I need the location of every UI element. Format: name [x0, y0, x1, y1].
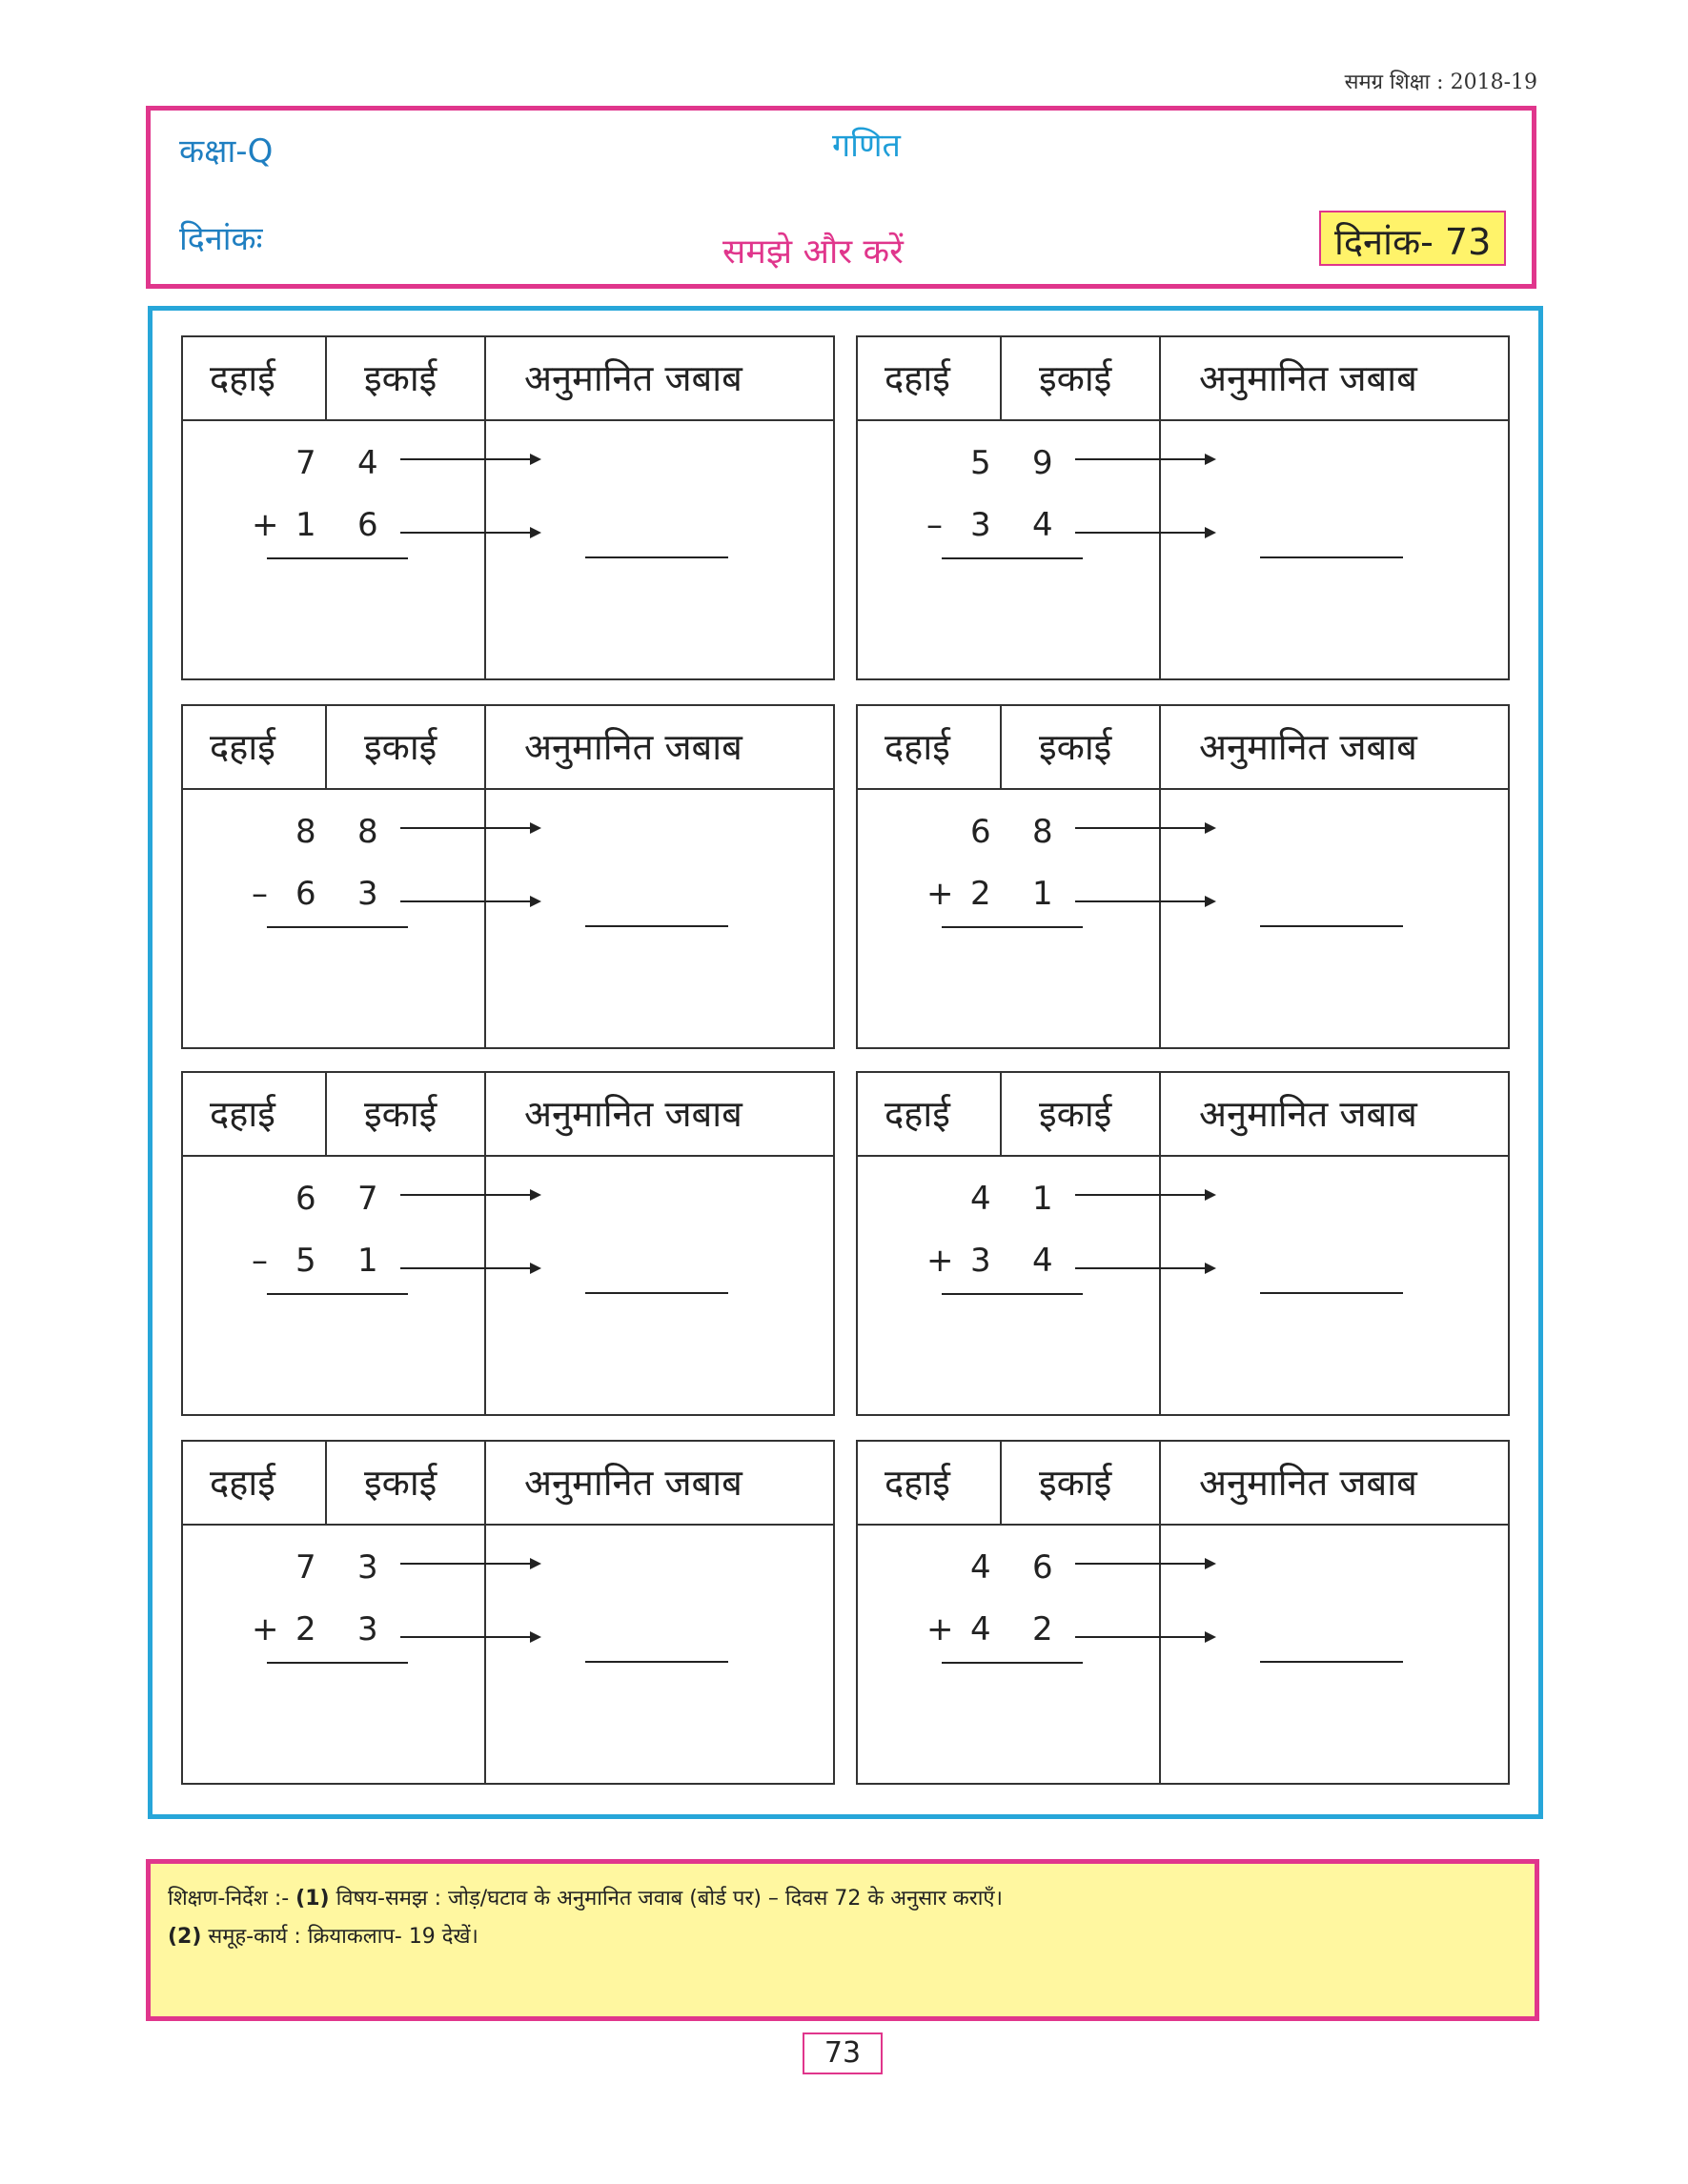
top-tens-digit: 4 — [970, 1548, 991, 1587]
operator-sign: – — [252, 1242, 268, 1280]
top-tens-digit: 6 — [970, 813, 991, 851]
column-divider — [1000, 337, 1002, 419]
bottom-units-digit: 2 — [1032, 1610, 1053, 1648]
teaching-instructions — [146, 1859, 1539, 2021]
top-units-digit: 4 — [357, 444, 378, 482]
page-number: 73 — [803, 2032, 883, 2074]
instruction-line-1 — [168, 1883, 1517, 1915]
problem-card — [856, 704, 1510, 1049]
arrow-top — [1075, 1194, 1214, 1196]
column-divider — [484, 1073, 486, 1414]
sum-underline — [267, 557, 408, 559]
top-tens-digit: 6 — [295, 1180, 316, 1218]
operator-sign: + — [252, 1610, 279, 1648]
top-tens-digit: 7 — [295, 1548, 316, 1587]
arrow-bottom — [400, 900, 539, 902]
header-estimate: अनुमानित जबाब — [1199, 1093, 1417, 1135]
sum-underline — [942, 1662, 1083, 1664]
header-estimate: अनुमानित जबाब — [1199, 726, 1417, 768]
header-units: इकाई — [1039, 1093, 1112, 1135]
header-tens: दहाई — [885, 1462, 950, 1504]
top-units-digit: 9 — [1032, 444, 1053, 482]
column-divider — [1000, 706, 1002, 788]
answer-blank — [1260, 925, 1403, 927]
subject-title: गणित — [832, 127, 901, 165]
header-estimate: अनुमानित जबाब — [524, 1093, 742, 1135]
column-divider — [1159, 706, 1161, 1047]
header-tens: दहाई — [210, 357, 275, 399]
header-units: इकाई — [364, 1093, 437, 1135]
sum-underline — [942, 557, 1083, 559]
header-tens: दहाई — [885, 357, 950, 399]
arrow-bottom — [1075, 1636, 1214, 1638]
column-divider — [325, 1073, 327, 1155]
column-divider — [1000, 1073, 1002, 1155]
answer-blank — [585, 556, 728, 558]
date-label: दिनांकः — [179, 220, 263, 258]
header-box — [146, 106, 1536, 289]
answer-blank — [585, 1292, 728, 1294]
instruction-text-1: विषय-समझ : जोड़/घटाव के अनुमानित जवाब (बोर्ड पर) – दिवस 72 के अनुसार कराएँ। — [336, 1887, 1003, 1911]
arrow-bottom — [1075, 1267, 1214, 1269]
instruction-prefix: शिक्षण-निर्देश :- — [168, 1887, 290, 1911]
arrow-bottom — [400, 1267, 539, 1269]
column-divider — [325, 706, 327, 788]
day-badge: दिनांक- 73 — [1319, 211, 1506, 266]
header-tens: दहाई — [885, 1093, 950, 1135]
problem-card — [181, 1071, 835, 1416]
column-divider — [325, 1442, 327, 1524]
bottom-units-digit: 1 — [357, 1242, 378, 1280]
bottom-tens-digit: 3 — [970, 1242, 991, 1280]
top-tens-digit: 8 — [295, 813, 316, 851]
instruction-num-2: (2) — [168, 1925, 202, 1949]
header-estimate: अनुमानित जबाब — [1199, 357, 1417, 399]
operator-sign: – — [252, 875, 268, 913]
operator-sign: + — [926, 1610, 954, 1648]
bottom-units-digit: 1 — [1032, 875, 1053, 913]
problem-card — [181, 704, 835, 1049]
arrow-top — [1075, 827, 1214, 829]
header-tens: दहाई — [885, 726, 950, 768]
arrow-top — [400, 458, 539, 460]
header-units: इकाई — [1039, 1462, 1112, 1504]
header-units: इकाई — [364, 357, 437, 399]
bottom-tens-digit: 6 — [295, 875, 316, 913]
operator-sign: – — [926, 506, 943, 544]
problem-card — [856, 1071, 1510, 1416]
top-tens-digit: 7 — [295, 444, 316, 482]
operator-sign: + — [926, 875, 954, 913]
answer-blank — [585, 1661, 728, 1663]
bottom-tens-digit: 2 — [970, 875, 991, 913]
bottom-units-digit: 4 — [1032, 1242, 1053, 1280]
top-tens-digit: 5 — [970, 444, 991, 482]
bottom-tens-digit: 3 — [970, 506, 991, 544]
header-units: इकाई — [1039, 726, 1112, 768]
worksheet-area — [148, 306, 1543, 1819]
column-divider — [1159, 1442, 1161, 1783]
bottom-tens-digit: 4 — [970, 1610, 991, 1648]
instruction-title: समझे और करें — [722, 233, 904, 272]
column-divider — [1000, 1442, 1002, 1524]
instruction-text-2: समूह-कार्य : क्रियाकलाप- 19 देखें। — [208, 1925, 478, 1949]
header-tens: दहाई — [210, 726, 275, 768]
column-divider — [1159, 337, 1161, 678]
bottom-units-digit: 4 — [1032, 506, 1053, 544]
top-units-digit: 8 — [1032, 813, 1053, 851]
top-units-digit: 1 — [1032, 1180, 1053, 1218]
arrow-top — [1075, 1563, 1214, 1565]
top-units-digit: 3 — [357, 1548, 378, 1587]
answer-blank — [1260, 1661, 1403, 1663]
column-divider — [484, 1442, 486, 1783]
arrow-bottom — [400, 532, 539, 534]
sum-underline — [267, 926, 408, 928]
bottom-units-digit: 3 — [357, 875, 378, 913]
class-label: कक्षा-Q — [179, 132, 274, 171]
column-divider — [325, 337, 327, 419]
sum-underline — [267, 1662, 408, 1664]
bottom-tens-digit: 2 — [295, 1610, 316, 1648]
arrow-top — [1075, 458, 1214, 460]
arrow-top — [400, 1563, 539, 1565]
top-units-digit: 6 — [1032, 1548, 1053, 1587]
header-estimate: अनुमानित जबाब — [524, 357, 742, 399]
problem-card — [856, 1440, 1510, 1785]
instruction-num-1: (1) — [295, 1887, 330, 1911]
sum-underline — [942, 926, 1083, 928]
sum-underline — [942, 1293, 1083, 1295]
sum-underline — [267, 1293, 408, 1295]
operator-sign: + — [926, 1242, 954, 1280]
header-estimate: अनुमानित जबाब — [1199, 1462, 1417, 1504]
arrow-bottom — [1075, 900, 1214, 902]
column-divider — [1159, 1073, 1161, 1414]
header-units: इकाई — [1039, 357, 1112, 399]
header-units: इकाई — [364, 726, 437, 768]
instruction-line-2 — [168, 1921, 1517, 1953]
answer-blank — [585, 925, 728, 927]
header-estimate: अनुमानित जबाब — [524, 1462, 742, 1504]
bottom-units-digit: 6 — [357, 506, 378, 544]
answer-blank — [1260, 556, 1403, 558]
arrow-top — [400, 1194, 539, 1196]
column-divider — [484, 706, 486, 1047]
header-units: इकाई — [364, 1462, 437, 1504]
header-estimate: अनुमानित जबाब — [524, 726, 742, 768]
arrow-bottom — [400, 1636, 539, 1638]
header-tens: दहाई — [210, 1462, 275, 1504]
answer-blank — [1260, 1292, 1403, 1294]
bottom-units-digit: 3 — [357, 1610, 378, 1648]
column-divider — [484, 337, 486, 678]
top-note: समग्र शिक्षा : 2018-19 — [1344, 71, 1537, 94]
problem-card — [856, 335, 1510, 680]
operator-sign: + — [252, 506, 279, 544]
bottom-tens-digit: 5 — [295, 1242, 316, 1280]
arrow-bottom — [1075, 532, 1214, 534]
top-units-digit: 8 — [357, 813, 378, 851]
top-units-digit: 7 — [357, 1180, 378, 1218]
arrow-top — [400, 827, 539, 829]
problem-card — [181, 1440, 835, 1785]
bottom-tens-digit: 1 — [295, 506, 316, 544]
top-tens-digit: 4 — [970, 1180, 991, 1218]
problem-card — [181, 335, 835, 680]
header-tens: दहाई — [210, 1093, 275, 1135]
